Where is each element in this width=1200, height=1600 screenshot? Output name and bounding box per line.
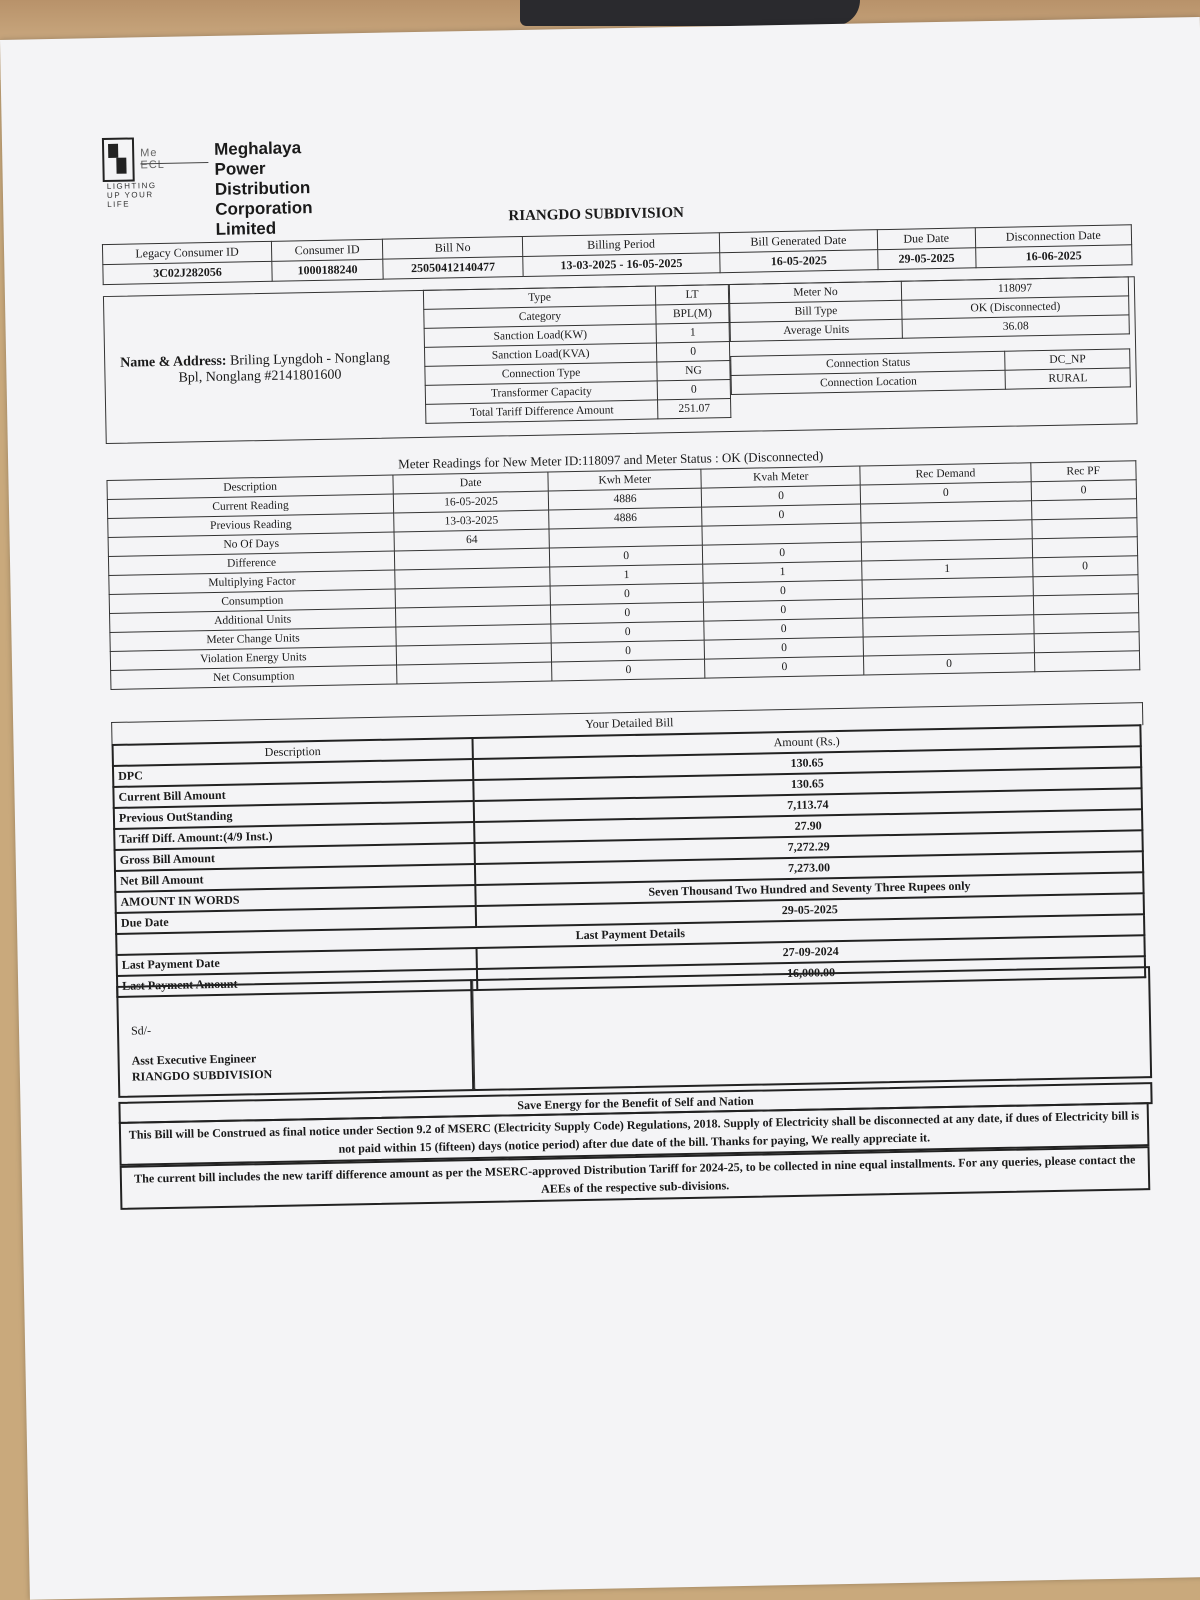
- meter-cell: 64: [394, 529, 550, 551]
- meter-cell: 0: [701, 485, 861, 507]
- meter-row-label: Net Consumption: [111, 665, 397, 689]
- meter-cell: 4886: [548, 488, 701, 510]
- bill-row-label: Current Bill Amount: [113, 780, 473, 808]
- detail-label: Average Units: [730, 319, 902, 341]
- detail-label: Transformer Capacity: [425, 381, 657, 404]
- meter-cell: 0: [705, 656, 865, 678]
- tariff-note-text: The current bill includes the new tariff difference amount as per the MSERC-approved Distribution Tariff for 2024-25, to be collected in nine equal installments. For any queries, please contact the AEEs of the respective sub-divisions.: [134, 1152, 1136, 1196]
- meter-cell: 0: [702, 504, 862, 526]
- meter-readings-title: Meter Readings for New Meter ID:118097 and Meter Status : OK (Disconnected): [398, 448, 824, 472]
- meter-column-header: Description: [107, 475, 393, 499]
- subdivision-title: RIANGDO SUBDIVISION: [508, 204, 685, 225]
- final-notice-text: This Bill will be Construed as final notice under Section 9.2 of MSERC (Electricity Supply Code) Regulations, 2018. Supply of Electricity shall be disconnected at any date, if dues of Electricity bill is not paid within 15 (fifteen) days (notice period) after due date of the bill. Thanks for paying, We really appreciate it.: [128, 1108, 1140, 1156]
- header-label: Due Date: [877, 228, 975, 250]
- meter-cell: 1: [862, 558, 1033, 580]
- meter-row-label: Current Reading: [107, 494, 393, 518]
- detail-label: Connection Type: [425, 362, 657, 385]
- connection-status-table: [730, 348, 1131, 395]
- detail-label: Connection Status: [731, 351, 1006, 375]
- detail-value: 118097: [901, 277, 1128, 300]
- last-payment-label: Last Payment Date: [117, 948, 477, 976]
- meter-cell: 0: [551, 640, 704, 662]
- electricity-bill-paper: [0, 17, 1200, 1600]
- header-label: Legacy Consumer ID: [102, 241, 271, 264]
- detail-label: Connection Location: [731, 370, 1006, 394]
- meter-cell: [1033, 613, 1139, 634]
- header-label: Bill No: [383, 237, 523, 260]
- bill-row-label: Gross Bill Amount: [115, 843, 475, 871]
- meter-cell: 4886: [549, 507, 702, 529]
- detail-value: 251.07: [658, 399, 731, 419]
- meter-cell: [1033, 594, 1139, 615]
- header-value: 16-06-2025: [975, 245, 1132, 268]
- header-value: 1000188240: [272, 259, 384, 281]
- detail-value: LT: [655, 285, 728, 305]
- meter-row-label: Difference: [108, 551, 394, 575]
- company-name: Meghalaya Power Distribution Corporation Limited: [213, 138, 313, 239]
- consumer-address: Bpl, Nonglang #2141801600: [178, 367, 342, 386]
- meter-row-label: Violation Energy Units: [110, 646, 396, 670]
- meter-cell: 0: [704, 637, 864, 659]
- meter-cell: 0: [703, 580, 863, 602]
- bill-row-label: Previous OutStanding: [114, 801, 474, 829]
- meter-cell: 1: [703, 561, 863, 583]
- meter-cell: 0: [552, 659, 705, 681]
- detail-value: DC_NP: [1005, 349, 1130, 370]
- header-value: 13-03-2025 - 16-05-2025: [523, 253, 720, 277]
- detailed-bill-title: Your Detailed Bill: [585, 715, 674, 731]
- meter-cell: [1031, 518, 1137, 539]
- bill-amount-header: Amount (Rs.): [472, 725, 1140, 759]
- meter-cell: 0: [704, 599, 864, 621]
- header-value: 29-05-2025: [878, 248, 976, 270]
- header-value: 25050412140477: [383, 257, 523, 280]
- meter-cell: 0: [551, 621, 704, 643]
- meter-cell: 0: [550, 583, 703, 605]
- bill-row-label: AMOUNT IN WORDS: [115, 885, 475, 913]
- name-address-label: Name & Address:: [120, 353, 227, 371]
- last-payment-value: 16,000.00: [477, 956, 1145, 990]
- meter-readings-table: [106, 460, 1140, 690]
- detail-label: Bill Type: [730, 300, 902, 322]
- logo-text: Me ECL: [140, 146, 165, 172]
- meter-column-header: Kwh Meter: [548, 469, 701, 491]
- meter-cell: 0: [550, 545, 703, 567]
- company-tagline: LIGHTING UP YOUR LIFE: [106, 181, 157, 209]
- meter-cell: 0: [864, 653, 1035, 675]
- bill-row-label: Due Date: [116, 906, 476, 934]
- meter-cell: [1034, 632, 1140, 653]
- detail-value: NG: [657, 361, 730, 381]
- detail-value: 36.08: [902, 315, 1129, 338]
- meter-row-label: Multiplying Factor: [109, 570, 395, 594]
- bill-row-amount: 130.65: [473, 767, 1141, 801]
- detail-label: Category: [424, 305, 656, 328]
- bill-row-label: Tariff Diff. Amount:(4/9 Inst.): [114, 822, 474, 850]
- header-label: Consumer ID: [271, 239, 383, 261]
- bill-row-amount: 7,273.00: [475, 851, 1143, 885]
- bill-row-amount: 130.65: [473, 746, 1141, 780]
- meter-cell: 0: [860, 482, 1031, 504]
- detail-label: Sanction Load(KW): [424, 324, 656, 347]
- detail-value: OK (Disconnected): [902, 296, 1129, 319]
- last-payment-label: Last Payment Amount: [117, 969, 477, 997]
- bill-row-amount: 29-05-2025: [476, 893, 1144, 927]
- meter-cell: 0: [704, 618, 864, 640]
- header-label: Disconnection Date: [975, 225, 1132, 248]
- slogan-text: Save Energy for the Benefit of Self and Nation: [517, 1093, 754, 1113]
- detail-value: 0: [657, 380, 730, 400]
- meter-column-header: Date: [393, 472, 549, 494]
- detail-label: Total Tariff Difference Amount: [426, 400, 658, 423]
- meter-row-label: Previous Reading: [108, 513, 394, 537]
- meter-cell: [1032, 537, 1138, 558]
- bill-row-label: DPC: [113, 759, 473, 787]
- meter-row-label: Meter Change Units: [110, 627, 396, 651]
- last-payment-value: 27-09-2024: [477, 935, 1145, 969]
- last-payment-title: Last Payment Details: [116, 914, 1144, 955]
- bill-row-label: Net Bill Amount: [115, 864, 475, 892]
- header-value: 3C02J282056: [103, 261, 272, 284]
- meter-cell: [1031, 499, 1137, 520]
- meter-column-header: Rec PF: [1030, 461, 1136, 482]
- consumer-name-address: [120, 351, 390, 388]
- bill-row-amount: Seven Thousand Two Hundred and Seventy Three Rupees only: [475, 872, 1143, 906]
- connection-details-table: [423, 284, 732, 424]
- detail-label: Type: [423, 286, 655, 309]
- meter-row-label: Additional Units: [110, 608, 396, 632]
- detail-value: RURAL: [1006, 368, 1131, 389]
- bill-row-amount: 27.90: [474, 809, 1142, 843]
- background-object: [520, 0, 860, 26]
- meter-column-header: Rec Demand: [860, 463, 1031, 485]
- meter-cell: 0: [551, 602, 704, 624]
- bill-description-header: Description: [113, 738, 473, 766]
- meter-cell: 0: [702, 542, 862, 564]
- detail-label: Sanction Load(KVA): [424, 343, 656, 366]
- header-value: 16-05-2025: [720, 250, 878, 273]
- detailed-bill-table: [112, 724, 1147, 998]
- detail-label: Meter No: [729, 281, 901, 303]
- logo-mark-icon: [102, 137, 135, 182]
- meter-row-label: No Of Days: [108, 532, 394, 556]
- meter-cell: [1034, 651, 1140, 672]
- signature-sd: Sd/-: [130, 1023, 152, 1038]
- meter-row-label: Consumption: [109, 589, 395, 613]
- bill-row-amount: 7,113.74: [474, 788, 1142, 822]
- meter-column-header: Kvah Meter: [701, 466, 861, 488]
- meter-cell: 0: [1032, 556, 1138, 577]
- meter-cell: [1033, 575, 1139, 596]
- meter-cell: 1: [550, 564, 703, 586]
- meter-cell: 16-05-2025: [393, 491, 549, 513]
- bill-row-amount: 7,272.29: [475, 830, 1143, 864]
- detail-value: 1: [656, 323, 729, 343]
- detail-value: 0: [656, 342, 729, 362]
- signatory-subdivision: RIANGDO SUBDIVISION: [131, 1066, 273, 1084]
- meter-cell: 0: [1031, 480, 1137, 501]
- consumer-name: Briling Lyngdoh - Nonglang: [229, 350, 390, 369]
- header-label: Bill Generated Date: [719, 230, 877, 253]
- detail-value: BPL(M): [656, 304, 729, 324]
- meter-cell: [397, 662, 553, 684]
- meter-details-table: [729, 276, 1130, 342]
- signatory-role: Asst Executive Engineer: [131, 1051, 257, 1068]
- meter-cell: 13-03-2025: [394, 510, 550, 532]
- header-label: Billing Period: [522, 233, 719, 257]
